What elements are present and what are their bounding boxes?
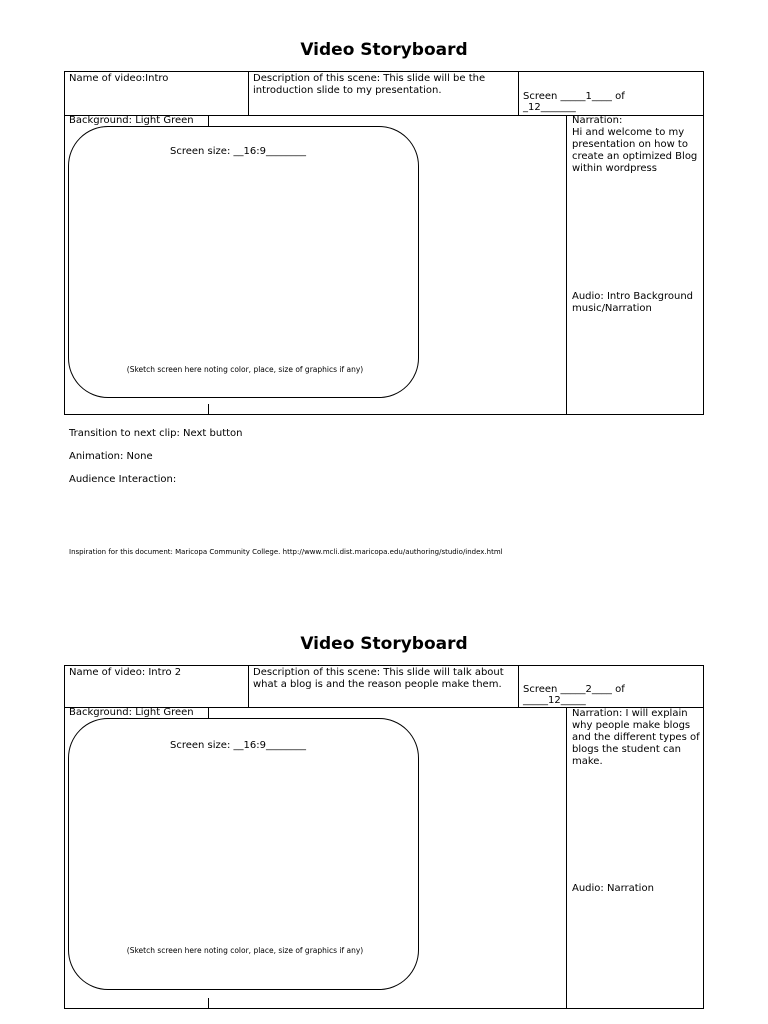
sketch-note: (Sketch screen here noting color, place, size of graphics if any) xyxy=(126,946,364,955)
background-label: Background: Light Green xyxy=(69,707,194,718)
name-of-video: Name of video: Intro 2 xyxy=(69,667,182,678)
sketch-note: (Sketch screen here noting color, place, size of graphics if any) xyxy=(126,365,364,374)
transition: Transition to next clip: Next button xyxy=(69,428,243,439)
background-label: Background: Light Green xyxy=(69,115,194,126)
page-title: Video Storyboard xyxy=(300,634,468,654)
scene-description: Description of this scene: This slide will talk about what a blog is and the reason people make them. xyxy=(253,667,507,690)
screen-number: Screen _____2____ of xyxy=(523,684,625,695)
inspiration-note: Inspiration for this document: Maricopa Community College. http://www.mcli.dist.maricopa.edu/authoring/studio/index.html xyxy=(69,548,503,556)
name-of-video: Name of video:Intro xyxy=(69,73,169,84)
animation: Animation: None xyxy=(69,451,153,462)
screen-total: _12_______ xyxy=(523,102,576,113)
audio: Audio: Intro Background music/Narration xyxy=(572,291,697,314)
screen-size: Screen size: __16:9________ xyxy=(170,740,306,751)
narration: Narration: Hi and welcome to my presentation on how to create an optimized Blog within wordpress xyxy=(572,115,698,174)
scene-description: Description of this scene: This slide will be the introduction slide to my presentation. xyxy=(253,73,489,96)
screen-number: Screen _____1____ of xyxy=(523,91,625,102)
audience-interaction: Audience Interaction: xyxy=(69,474,177,485)
storyboard-page-2 xyxy=(0,594,768,1024)
narration: Narration: I will explain why people make blogs and the different types of blogs the student can make. xyxy=(572,708,703,767)
audio: Audio: Narration xyxy=(572,883,654,894)
page-title: Video Storyboard xyxy=(300,40,468,60)
screen-total: _____12_____ xyxy=(523,695,586,706)
screen-size: Screen size: __16:9________ xyxy=(170,146,306,157)
sketch-area xyxy=(68,126,419,398)
